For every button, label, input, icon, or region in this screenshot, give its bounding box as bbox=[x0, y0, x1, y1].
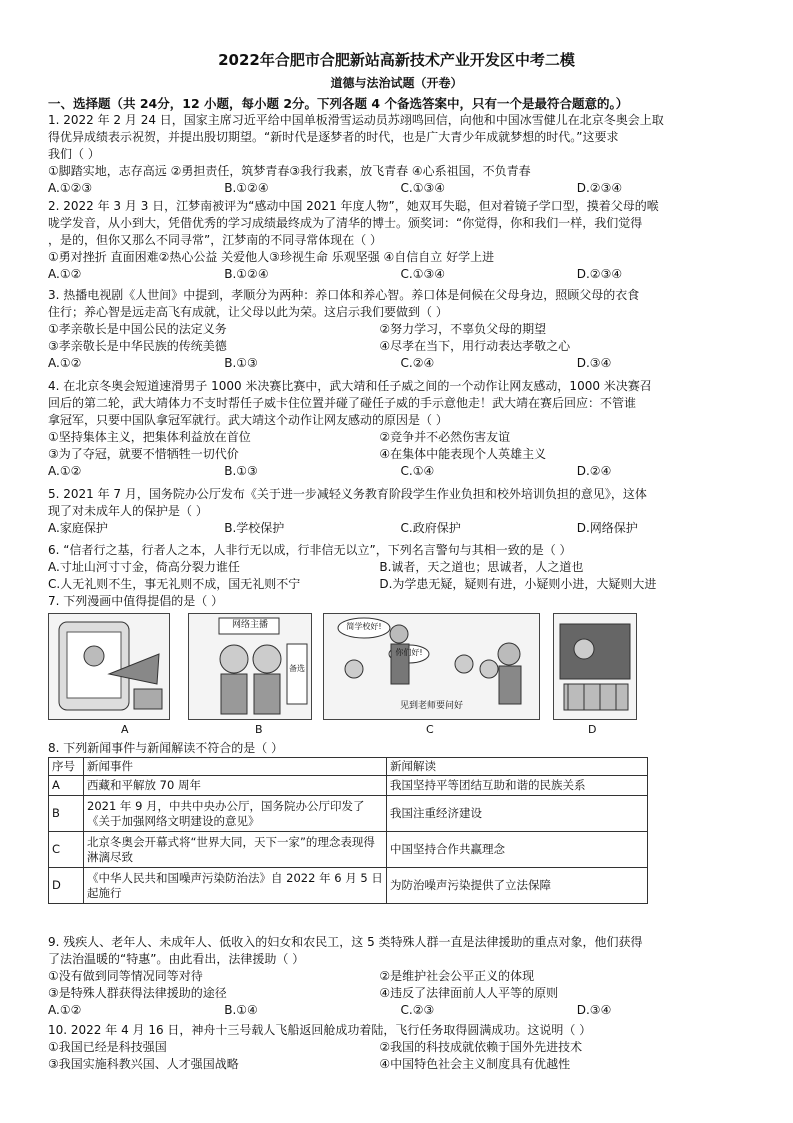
q2-options bbox=[48, 266, 753, 283]
option-d[interactable]: D.为学患无疑，疑则有进，小疑则小进，大疑则大进 bbox=[379, 577, 657, 591]
caption-c: C bbox=[426, 723, 434, 736]
q10-items-row bbox=[48, 1039, 753, 1056]
question-8 bbox=[48, 740, 753, 757]
cell: 西藏和平解放 70 周年 bbox=[84, 776, 387, 796]
q7-line: 7. 下列漫画中值得提倡的是（ ） bbox=[48, 594, 224, 608]
q5-options bbox=[48, 520, 753, 537]
question-3 bbox=[48, 287, 753, 372]
option-b[interactable]: B.①③ bbox=[224, 464, 258, 478]
option-a[interactable]: A.①② bbox=[48, 1003, 82, 1017]
cell: 《中华人民共和国噪声污染防治法》自 2022 年 6 月 5 日起施行 bbox=[84, 868, 387, 904]
option-d[interactable]: D.②④ bbox=[576, 464, 612, 478]
option-d[interactable]: D.网络保护 bbox=[576, 521, 638, 535]
col-header: 新闻解读 bbox=[387, 758, 648, 776]
option-d[interactable]: D.③④ bbox=[576, 1003, 612, 1017]
q3-item: ②努力学习，不辜负父母的期望 bbox=[379, 322, 547, 336]
question-6 bbox=[48, 542, 753, 610]
page-subtitle: 道德与法治试题（开卷） bbox=[330, 76, 463, 90]
q4-item: ④在集体中能表现个人英雄主义 bbox=[379, 447, 547, 461]
q9-line: 9. 残疾人、老年人、未成年人、低收入的妇女和农民工，这 5 类特殊人群一直是法律援助的重点对象，他们获得 bbox=[48, 935, 643, 949]
comic-c-bubble-2: 你们好! bbox=[395, 648, 423, 657]
q4-items-row bbox=[48, 446, 753, 463]
table-row bbox=[49, 776, 648, 796]
cell: D bbox=[49, 868, 84, 904]
option-a[interactable]: A.①②③ bbox=[48, 181, 93, 195]
table-row bbox=[49, 868, 648, 904]
q3-items-row bbox=[48, 321, 753, 338]
q4-line: 拿冠军，只要中国队拿冠军就行。武大靖这个动作让网友感动的原因是（ ） bbox=[48, 413, 448, 427]
q9-item: ③是特殊人群获得法律援助的途径 bbox=[48, 986, 227, 1000]
q2-line: 咙学发音，从小到大，凭借优秀的学习成绩最终成为了清华的博士。颁奖词：“你觉得，你和我们一样，我们觉得 bbox=[48, 216, 643, 230]
q3-line: 住行；养心智是远走高飞有成就，让父母以此为荣。这启示我们要做到（ ） bbox=[48, 305, 448, 319]
comic-a-drawing bbox=[49, 614, 169, 719]
comic-a[interactable] bbox=[48, 613, 170, 720]
q5-line: 5. 2021 年 7 月，国务院办公厅发布《关于进一步减轻义务教育阶段学生作业负担和校外培训负担的意见》，这体 bbox=[48, 487, 647, 501]
question-2 bbox=[48, 198, 753, 283]
q9-item: ④违反了法律面前人人平等的原则 bbox=[379, 986, 559, 1000]
comic-b-sign: 网络主播 bbox=[231, 620, 268, 630]
q9-item: ②是维护社会公平正义的体现 bbox=[379, 969, 535, 983]
q2-line: 2. 2022 年 3 月 3 日，江梦南被评为“感动中国 2021 年度人物”，她双耳失聪，但对着镜子学口型，摸着父母的喉 bbox=[48, 199, 659, 213]
q3-item: ③孝亲敬长是中华民族的传统美德 bbox=[48, 339, 227, 353]
q1-line: 得优异成绩表示祝贺，并提出殷切期望。“新时代是逐梦者的时代，也是广大青少年成就梦想的时代。”这要求 bbox=[48, 130, 619, 144]
option-c[interactable]: C.人无礼则不生，事无礼则不成，国无礼则不宁 bbox=[48, 577, 301, 591]
comic-b[interactable] bbox=[188, 613, 312, 720]
question-1 bbox=[48, 112, 753, 197]
option-d[interactable]: D.②③④ bbox=[576, 181, 623, 195]
q3-options bbox=[48, 355, 753, 372]
option-b[interactable]: B.学校保护 bbox=[224, 521, 285, 535]
option-b[interactable]: B.①②④ bbox=[224, 181, 269, 195]
q1-line: 我们（ ） bbox=[48, 147, 100, 161]
q3-item: ④尽孝在当下，用行动表达孝敬之心 bbox=[379, 339, 571, 353]
option-c[interactable]: C.①③④ bbox=[400, 267, 445, 281]
question-5 bbox=[48, 486, 753, 537]
question-9 bbox=[48, 934, 753, 1019]
q2-items: ①勇对挫折 直面困难②热心公益 关爱他人③珍视生命 乐观坚强 ④自信自立 好学上进 bbox=[48, 250, 495, 264]
q10-item: ④中国特色社会主义制度具有优越性 bbox=[379, 1057, 571, 1071]
q4-line: 4. 在北京冬奥会短道速滑男子 1000 米决赛比赛中，武大靖和任子威之间的一个动作让网友感动，1000 米决赛召 bbox=[48, 379, 652, 393]
comic-c-caption: 见到老师要问好 bbox=[399, 701, 463, 711]
question-4 bbox=[48, 378, 753, 480]
table-header bbox=[49, 758, 648, 776]
option-b[interactable]: B.诚者，天之道也；思诚者，人之道也 bbox=[379, 560, 584, 574]
q4-item: ①坚持集体主义，把集体利益放在首位 bbox=[48, 430, 251, 444]
q1-options bbox=[48, 180, 753, 197]
table-row bbox=[49, 796, 648, 832]
q3-line: 3. 热播电视剧《人世间》中提到，孝顺分为两种：养口体和养心智。养口体是伺候在父母身边，照顾父母的衣食 bbox=[48, 288, 640, 302]
section-heading-text: 一、选择题（共 24分，12 小题，每小题 2分。下列各题 4 个备选答案中，只有一个是最符合题意的。） bbox=[48, 96, 629, 111]
q9-line: 了法治温暖的“特惠”。由此看出，法律援助（ ） bbox=[48, 952, 305, 966]
q4-item: ②竞争并不必然伤害友谊 bbox=[379, 430, 511, 444]
option-b[interactable]: B.①③ bbox=[224, 356, 258, 370]
cell: 为防治噪声污染提供了立法保障 bbox=[387, 868, 648, 904]
page-title: 2022年合肥市合肥新站高新技术产业开发区中考二模 bbox=[218, 51, 575, 69]
option-b[interactable]: B.①②④ bbox=[224, 267, 269, 281]
q1-items: ①脚踏实地，志存高远 ②勇担责任，筑梦青春③我行我素，放飞青春 ④心系祖国，不负青春 bbox=[48, 164, 531, 178]
cell: 我国坚持平等团结互助和谐的民族关系 bbox=[387, 776, 648, 796]
q7-comics bbox=[48, 613, 708, 735]
table-row bbox=[49, 832, 648, 868]
q3-items-row bbox=[48, 338, 753, 355]
caption-b: B bbox=[255, 723, 263, 736]
q10-items-row bbox=[48, 1056, 753, 1073]
col-header: 新闻事件 bbox=[84, 758, 387, 776]
q9-options bbox=[48, 1002, 753, 1019]
option-a[interactable]: A.家庭保护 bbox=[48, 521, 108, 535]
q6-line: 6. “信者行之基，行者人之本，人非行无以成，行非信无以立”，下列名言警句与其相一致的是（ ） bbox=[48, 543, 572, 557]
option-b[interactable]: B.①④ bbox=[224, 1003, 258, 1017]
comic-b-tag: 备选 bbox=[289, 664, 305, 673]
cell: B bbox=[49, 796, 84, 832]
cell: C bbox=[49, 832, 84, 868]
q1-line: 1. 2022 年 2 月 24 日，国家主席习近平给中国单板滑雪运动员苏翊鸣回信，向他和中国冰雪健儿在北京冬奥会上取 bbox=[48, 113, 664, 127]
cell: 北京冬奥会开幕式将“世界大同，天下一家”的理念表现得淋漓尽致 bbox=[84, 832, 387, 868]
q2-line: ，是的，但你又那么不同寻常”，江梦南的不同寻常体现在（ ） bbox=[48, 233, 383, 247]
option-c[interactable]: C.①④ bbox=[400, 464, 435, 478]
option-a[interactable]: A.①② bbox=[48, 464, 82, 478]
news-table bbox=[48, 757, 648, 904]
caption-a: A bbox=[121, 723, 129, 736]
caption-d: D bbox=[588, 723, 597, 736]
q4-line: 回后的第二轮，武大靖体力不支时帮任子威卡住位置并碰了碰任子威的手示意他走！武大靖在赛后回应：不管谁 bbox=[48, 396, 637, 410]
q6-options-row bbox=[48, 576, 753, 593]
cell: 2021 年 9 月，中共中央办公厅，国务院办公厅印发了《关于加强网络文明建设的意见》 bbox=[84, 796, 387, 832]
cell: 中国坚持合作共赢理念 bbox=[387, 832, 648, 868]
cell: A bbox=[49, 776, 84, 796]
q9-item: ①没有做到同等情况同等对待 bbox=[48, 969, 203, 983]
comic-c[interactable] bbox=[323, 613, 540, 720]
cell: 我国注重经济建设 bbox=[387, 796, 648, 832]
q5-line: 现了对未成年人的保护是（ ） bbox=[48, 504, 208, 518]
question-10 bbox=[48, 1022, 753, 1073]
q4-item: ③为了夺冠，就要不惜牺牲一切代价 bbox=[48, 447, 239, 461]
q6-options-row bbox=[48, 559, 753, 576]
comic-d[interactable] bbox=[553, 613, 637, 720]
section-heading bbox=[48, 95, 753, 112]
q10-line: 10. 2022 年 4 月 16 日，神舟十三号载人飞船返回舱成功着陆，飞行任务取得圆满成功。这说明（ ） bbox=[48, 1023, 592, 1037]
col-header: 序号 bbox=[49, 758, 84, 776]
comic-c-bubble-1: 简学校好! bbox=[346, 622, 382, 631]
option-d[interactable]: D.②③④ bbox=[576, 267, 623, 281]
q9-items-row bbox=[48, 985, 753, 1002]
option-c[interactable]: C.①③④ bbox=[400, 181, 445, 195]
option-d[interactable]: D.③④ bbox=[576, 356, 612, 370]
q8-line: 8. 下列新闻事件与新闻解读不符合的是（ ） bbox=[48, 741, 284, 755]
comic-d-drawing bbox=[554, 614, 636, 719]
option-a[interactable]: A.①② bbox=[48, 267, 82, 281]
q10-item: ②我国的科技成就依赖于国外先进技术 bbox=[379, 1040, 583, 1054]
q3-item: ①孝亲敬长是中国公民的法定义务 bbox=[48, 322, 227, 336]
q4-options bbox=[48, 463, 753, 480]
q10-item: ③我国实施科教兴国、人才强国战略 bbox=[48, 1057, 239, 1071]
option-a[interactable]: A.寸址山河寸寸金，倚高分裂力谁任 bbox=[48, 560, 240, 574]
option-a[interactable]: A.①② bbox=[48, 356, 82, 370]
option-c[interactable]: C.②③ bbox=[400, 1003, 435, 1017]
q4-items-row bbox=[48, 429, 753, 446]
q9-items-row bbox=[48, 968, 753, 985]
option-c[interactable]: C.②④ bbox=[400, 356, 435, 370]
option-c[interactable]: C.政府保护 bbox=[400, 521, 461, 535]
q10-item: ①我国已经是科技强国 bbox=[48, 1040, 167, 1054]
